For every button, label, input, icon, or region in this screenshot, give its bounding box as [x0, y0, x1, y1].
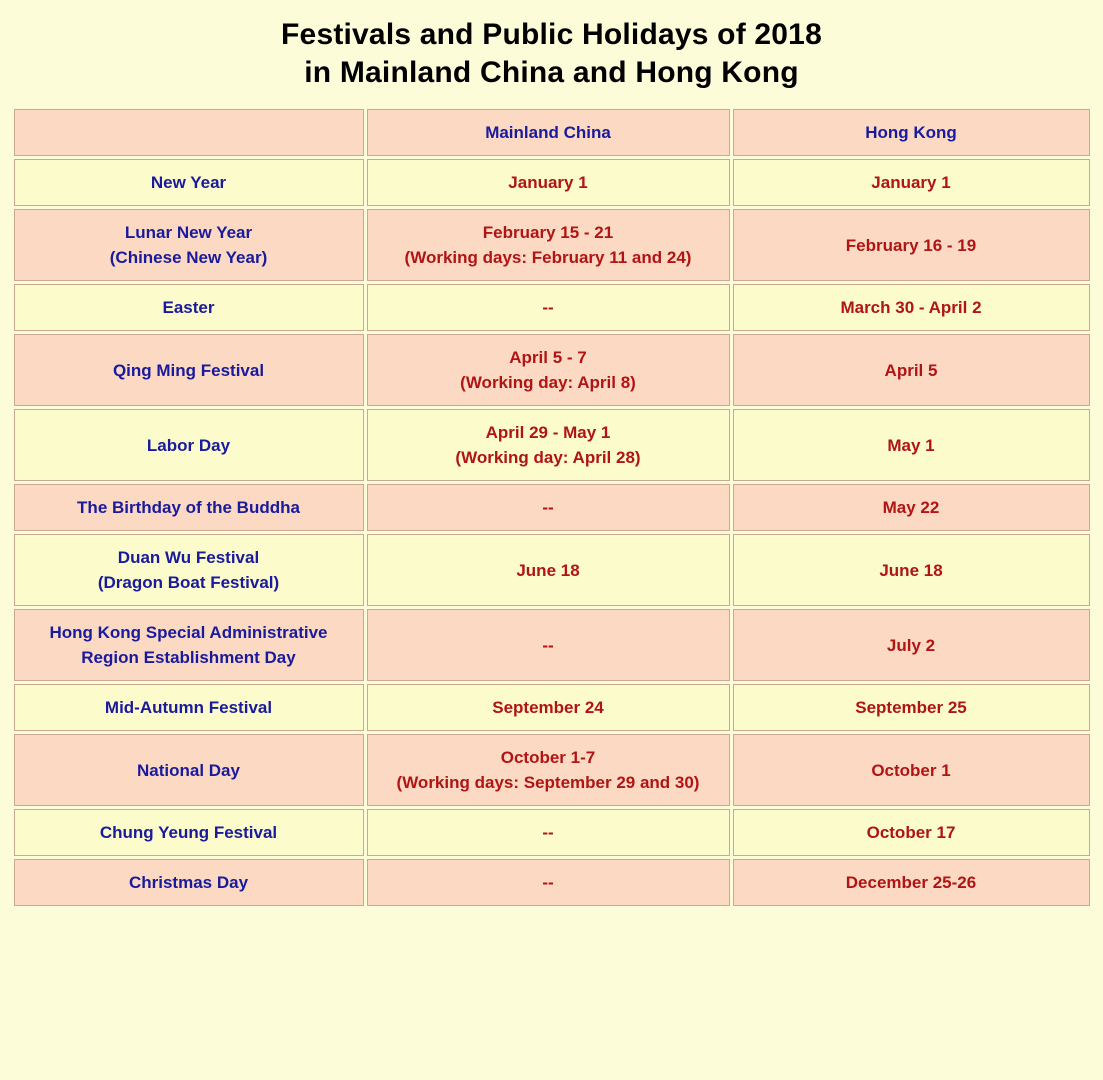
table-row: [14, 609, 1090, 681]
row-festival-name: Labor Day: [14, 409, 364, 481]
row-hongkong-value: January 1: [733, 159, 1090, 206]
row-mainland-value: September 24: [367, 684, 730, 731]
table-row: [14, 734, 1090, 806]
page-title-line-1: Festivals and Public Holidays of 2018: [281, 18, 822, 51]
table-row: [14, 409, 1090, 481]
table-row: [14, 859, 1090, 906]
row-mainland-value: --: [367, 859, 730, 906]
row-mainland-value: --: [367, 284, 730, 331]
row-mainland-value: April 5 - 7 (Working day: April 8): [367, 334, 730, 406]
page-title: [0, 0, 1103, 92]
table-row: [14, 209, 1090, 281]
row-hongkong-value: March 30 - April 2: [733, 284, 1090, 331]
row-hongkong-value: December 25-26: [733, 859, 1090, 906]
table-row: [14, 334, 1090, 406]
header-cell-mainland-china: Mainland China: [367, 109, 730, 156]
row-festival-name: Hong Kong Special Administrative Region Establishment Day: [14, 609, 364, 681]
row-mainland-value: June 18: [367, 534, 730, 606]
header-cell-festival: [14, 109, 364, 156]
table-row: [14, 534, 1090, 606]
table-row: [14, 809, 1090, 856]
row-mainland-value: October 1-7 (Working days: September 29 and 30): [367, 734, 730, 806]
row-festival-name: Easter: [14, 284, 364, 331]
row-mainland-value: --: [367, 484, 730, 531]
row-hongkong-value: April 5: [733, 334, 1090, 406]
row-festival-name: Qing Ming Festival: [14, 334, 364, 406]
header-cell-hong-kong: Hong Kong: [733, 109, 1090, 156]
table-row: [14, 284, 1090, 331]
row-hongkong-value: May 22: [733, 484, 1090, 531]
table-row: [14, 484, 1090, 531]
row-hongkong-value: May 1: [733, 409, 1090, 481]
row-festival-name: Christmas Day: [14, 859, 364, 906]
row-hongkong-value: July 2: [733, 609, 1090, 681]
row-hongkong-value: October 1: [733, 734, 1090, 806]
table-header-row: [14, 109, 1090, 156]
table-row: [14, 684, 1090, 731]
row-festival-name: Chung Yeung Festival: [14, 809, 364, 856]
row-hongkong-value: September 25: [733, 684, 1090, 731]
holidays-table-body: [14, 109, 1090, 906]
row-mainland-value: --: [367, 809, 730, 856]
row-hongkong-value: October 17: [733, 809, 1090, 856]
row-festival-name: Mid-Autumn Festival: [14, 684, 364, 731]
row-festival-name: New Year: [14, 159, 364, 206]
row-hongkong-value: February 16 - 19: [733, 209, 1090, 281]
holidays-table: [11, 106, 1093, 909]
row-mainland-value: February 15 - 21 (Working days: February 11 and 24): [367, 209, 730, 281]
row-festival-name: Duan Wu Festival (Dragon Boat Festival): [14, 534, 364, 606]
row-hongkong-value: June 18: [733, 534, 1090, 606]
row-festival-name: National Day: [14, 734, 364, 806]
row-mainland-value: January 1: [367, 159, 730, 206]
row-festival-name: Lunar New Year (Chinese New Year): [14, 209, 364, 281]
row-mainland-value: --: [367, 609, 730, 681]
row-festival-name: The Birthday of the Buddha: [14, 484, 364, 531]
row-mainland-value: April 29 - May 1 (Working day: April 28): [367, 409, 730, 481]
table-row: [14, 159, 1090, 206]
page-title-line-2: in Mainland China and Hong Kong: [304, 56, 799, 89]
